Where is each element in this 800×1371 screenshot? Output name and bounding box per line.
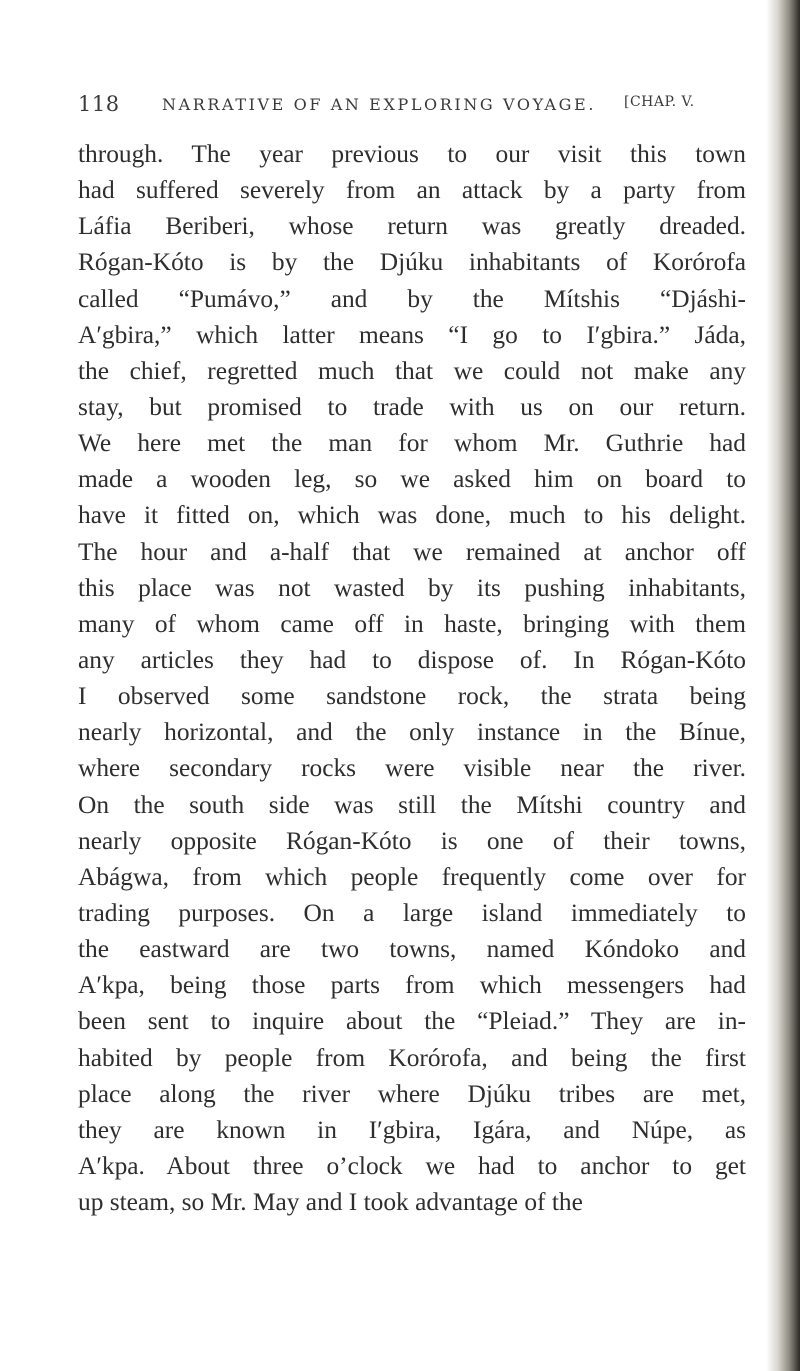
text-line: Abágwa, from which people frequently come over for bbox=[78, 862, 746, 891]
text-line: On the south side was still the Mítshi country and bbox=[78, 790, 746, 819]
text-line: stay, but promised to trade with us on our return. bbox=[78, 392, 746, 421]
text-line: nearly horizontal, and the only instance in the Bínue, bbox=[78, 718, 746, 747]
text-line: the eastward are two towns, named Kóndoko and bbox=[78, 935, 746, 964]
text-line: had suffered severely from an attack by a party from bbox=[78, 176, 746, 205]
text-line: where secondary rocks were visible near the river. bbox=[78, 754, 746, 783]
text-line: up steam, so Mr. May and I took advantage of the bbox=[78, 1188, 583, 1217]
text-line: nearly opposite Rógan-Kóto is one of their towns, bbox=[78, 826, 746, 855]
text-line: A′gbira,” which latter means “I go to I′gbira.” Jáda, bbox=[78, 320, 746, 349]
text-line: many of whom came off in haste, bringing with them bbox=[78, 609, 746, 638]
text-line: any articles they had to dispose of. In Rógan-Kóto bbox=[78, 645, 746, 674]
text-line: have it fitted on, which was done, much to his delight. bbox=[78, 501, 746, 530]
text-line: trading purposes. On a large island immediately to bbox=[78, 898, 746, 927]
chapter-reference: [CHAP. V. bbox=[624, 94, 695, 110]
text-line: A′kpa, being those parts from which messengers had bbox=[78, 971, 746, 1000]
text-line: Rógan-Kóto is by the Djúku inhabitants of Korórofa bbox=[78, 248, 746, 277]
text-line: the chief, regretted much that we could not make any bbox=[78, 356, 746, 385]
running-head-title: NARRATIVE OF AN EXPLORING VOYAGE. bbox=[162, 95, 597, 114]
text-line: place along the river where Djúku tribes are met, bbox=[78, 1079, 746, 1108]
page-edge-shadow bbox=[766, 0, 800, 1371]
text-line: been sent to inquire about the “Pleiad.” They are in- bbox=[78, 1007, 746, 1036]
body-text bbox=[78, 136, 746, 1220]
text-line: We here met the man for whom Mr. Guthrie had bbox=[78, 429, 746, 458]
text-line: this place was not wasted by its pushing inhabitants, bbox=[78, 573, 746, 602]
text-line: made a wooden leg, so we asked him on board to bbox=[78, 465, 746, 494]
text-line: habited by people from Korórofa, and being the first bbox=[78, 1043, 746, 1072]
text-line: The hour and a-half that we remained at anchor off bbox=[78, 537, 746, 566]
text-line: they are known in I′gbira, Igára, and Núpe, as bbox=[78, 1115, 746, 1144]
running-head bbox=[78, 92, 738, 116]
text-line: Láfia Beriberi, whose return was greatly dreaded. bbox=[78, 212, 746, 241]
text-line: I observed some sandstone rock, the strata being bbox=[78, 682, 746, 711]
text-line: called “Pumávo,” and by the Mítshis “Djáshi- bbox=[78, 284, 746, 313]
text-line: through. The year previous to our visit this town bbox=[78, 140, 746, 168]
text-line: A′kpa. About three o’clock we had to anchor to get bbox=[78, 1151, 746, 1180]
page-number: 118 bbox=[78, 92, 120, 116]
